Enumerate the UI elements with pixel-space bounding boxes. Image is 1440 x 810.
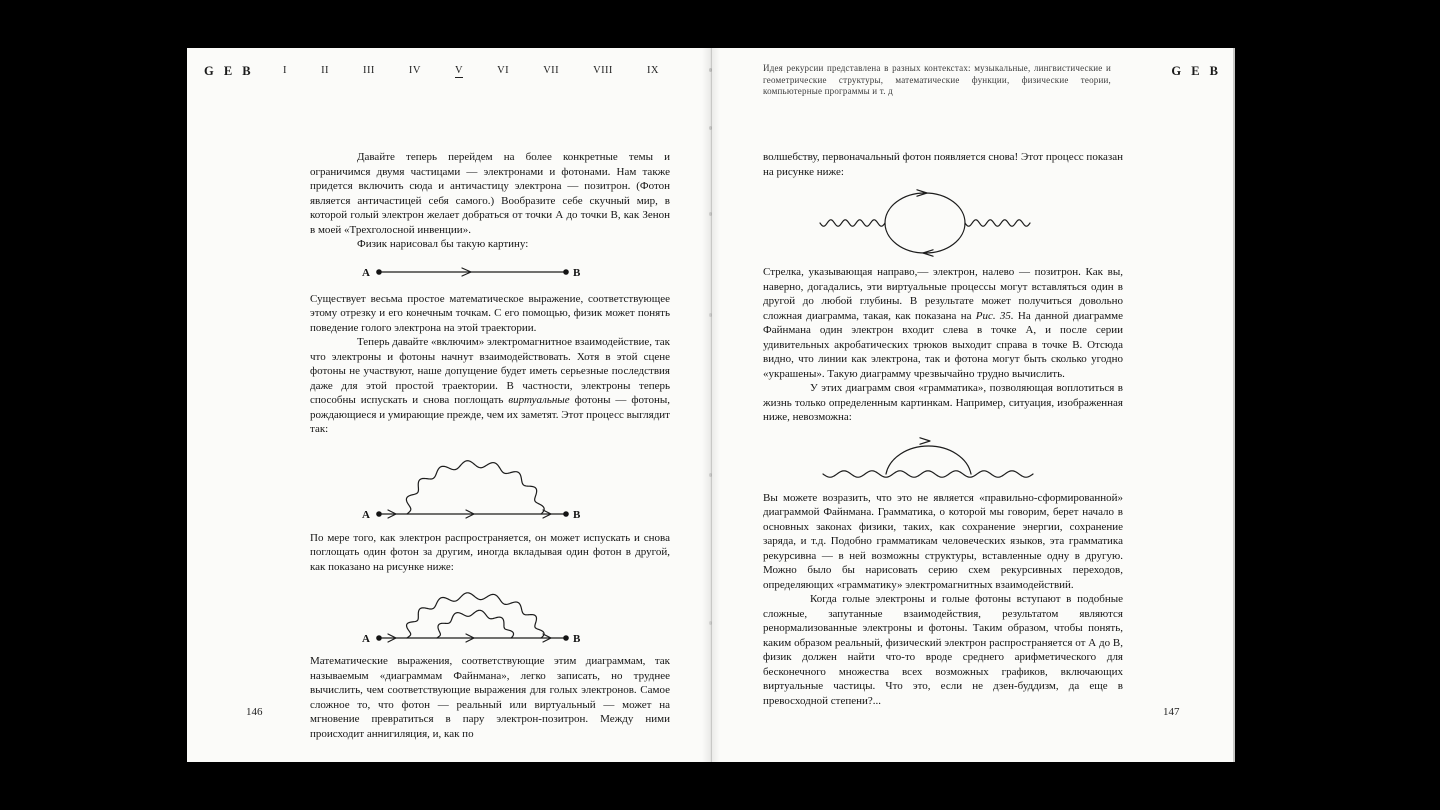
- vertex-dot: [563, 511, 569, 517]
- paragraph: Давайте теперь перейдем на более конкретные темы и ограничимся двумя частицами — электронами и фотонами. Нам также придется включить сюда и античастицу электрона — позитрон. (Фотон является античастицей себя самого.) Вообразите себе скучный мир, в которой голый электрон желает добраться от точки А до точки В, как Зенон в моей «Трехголосной инвенции».: [310, 151, 670, 236]
- chapter-nav: [283, 65, 659, 78]
- page-right: [711, 48, 1235, 762]
- vertex-dot: [376, 269, 382, 275]
- diagram-invalid-feynman: [822, 433, 1123, 481]
- paragraph: волшебству, первоначальный фотон появляется снова! Этот процесс показан на рисунке ниже:: [763, 151, 1123, 178]
- book-monogram-right: G E B: [1171, 64, 1218, 78]
- photon-wavy-line: [823, 470, 1033, 476]
- vertex-dot: [376, 635, 382, 641]
- paragraph: Существует весьма простое математическое выражение, соответствующее этому отрезку и его конечным точкам. С его помощью, физик может понять поведение голого электрона на этой траектории.: [310, 292, 670, 334]
- point-label-b: B: [573, 266, 581, 279]
- paragraph: Когда голые электроны и голые фотоны вступают в подобные сложные, запутанные взаимодействия, результатом являются ренормализованные электроны и фотоны. Таким образом, чтобы понять, каким образом реальный, физический электрон распространяется от А до В, физик должен найти что-то вроде среднего арифметического для бесконечного множества всех возможных графиков, включающих виртуальные частицы. Что это, если не дзен-буддизм, да еще в превосходной степени?...: [763, 593, 1123, 707]
- electron-arrow: [920, 437, 930, 443]
- book-spread: [187, 48, 1235, 762]
- page-number-right: 147: [1163, 706, 1180, 718]
- photon-wavy-arc: [406, 460, 544, 513]
- photon-wavy-line-right: [965, 220, 1030, 226]
- paragraph: Теперь давайте «включим» электромагнитное взаимодействие, так что электроны и фотоны начнут взаимодействовать. Хотя в этой сцене фотоны не участвуют, наше допущение будет иметь серьезные последствия даже для этой простой траектории. В частности, электроны теперь способны испускать и снова поглощать виртуальные фотоны — фотоны, рождающиеся и умирающие прежде, чем их заметят. Этот процесс выглядит так:: [310, 336, 670, 435]
- paragraph: Математические выражения, соответствующие этим диаграммам, так называемым «диаграммам Файнмана», легко записать, но труднее вычислить, чем соответствующие выражения для голых электронов. Самое сложное то, что фотон — реальный или виртуальный — может на мгновение превратиться в пару электрон-позитрон. Между ними происходит аннигиляция, и, как по: [310, 655, 670, 740]
- running-head: Идея рекурсии представлена в разных контекстах: музыкальные, лингвистические и геометрические структуры, математические функции, физические теории, компьютерные программы и т. д: [763, 63, 1111, 96]
- body-text-right: [763, 150, 1123, 708]
- point-label-a: A: [362, 508, 370, 521]
- chapter-tab-ix[interactable]: IX: [647, 65, 659, 76]
- chapter-tab-vi[interactable]: VI: [497, 65, 510, 76]
- chapter-tab-v[interactable]: V: [454, 65, 463, 76]
- page-number-left: 146: [246, 706, 263, 718]
- diagram-single-virtual-photon: [362, 450, 670, 522]
- paragraph: Физик нарисовал бы такую картину:: [357, 238, 529, 250]
- diagram-bare-electron-path: [362, 261, 670, 283]
- electron-positron-loop: [885, 193, 965, 253]
- point-label-a: A: [362, 633, 370, 645]
- paragraph: У этих диаграмм своя «грамматика», позволяющая воплотиться в жизнь только определенным картинкам. Например, ситуация, изображенная ниже, невозможна:: [763, 382, 1123, 423]
- chapter-tab-vii[interactable]: VII: [543, 65, 559, 76]
- point-label-b: B: [573, 633, 581, 645]
- electron-arc: [886, 446, 971, 474]
- vertex-dot: [563, 635, 569, 641]
- photon-wavy-arc-inner: [437, 610, 514, 638]
- body-text-left: [310, 150, 670, 741]
- diagram-photon-pair-production-loop: [818, 189, 1123, 257]
- chapter-tab-viii[interactable]: VIII: [593, 65, 613, 76]
- chapter-tab-ii[interactable]: II: [321, 65, 329, 76]
- chapter-tab-iv[interactable]: IV: [408, 65, 421, 76]
- paragraph: По мере того, как электрон распространяется, он может испускать и снова поглощать один фотон за другим, иногда вкладывая один фотон в другой, как показано на рисунке ниже:: [310, 531, 670, 573]
- book-spine: [702, 48, 720, 762]
- vertex-dot: [376, 511, 382, 517]
- diagram-nested-virtual-photons: [362, 582, 670, 646]
- photon-wavy-line-left: [820, 220, 885, 226]
- paragraph: Стрелка, указывающая направо,— электрон, налево — позитрон. Как вы, наверно, догадались, эти виртуальные процессы могут вставляться один в другой до любой глубины. В результате может получиться довольно сложная диаграмма, такая, как показана на Рис. 35. На данной диаграмме Файнмана один электрон входит слева в точке А, и после серии удивительных акробатических трюков выходит справа в точке В. Отсюда видно, что линии как электрона, так и фотона могут быть сколько угодно «украшены». Такую диаграмму чрезвычайно трудно вычислить.: [763, 266, 1124, 380]
- book-monogram-left: G E B: [204, 64, 251, 78]
- chapter-tab-i[interactable]: I: [283, 65, 287, 76]
- page-left: [187, 48, 711, 762]
- photon-wavy-arc-outer: [407, 593, 544, 638]
- point-label-a: A: [362, 266, 370, 279]
- vertex-dot: [563, 269, 569, 275]
- point-label-b: B: [573, 508, 581, 521]
- chapter-tab-iii[interactable]: III: [363, 65, 375, 76]
- paragraph: Вы можете возразить, что это не является «правильно-сформированной» диаграммой Файнмана. Грамматика, о которой мы говорим, берет начало в основных законах физики, таких, как сохранение энергии, сохранение заряда, и т.д. Подобно грамматикам человеческих языков, эта грамматика рекурсивна — в ней возможны структуры, вставленные одну в другую. Можно было бы нарисовать серию схем рекурсивных переходов, определяющих «грамматику» электромагнитных взаимодействий.: [763, 491, 1123, 591]
